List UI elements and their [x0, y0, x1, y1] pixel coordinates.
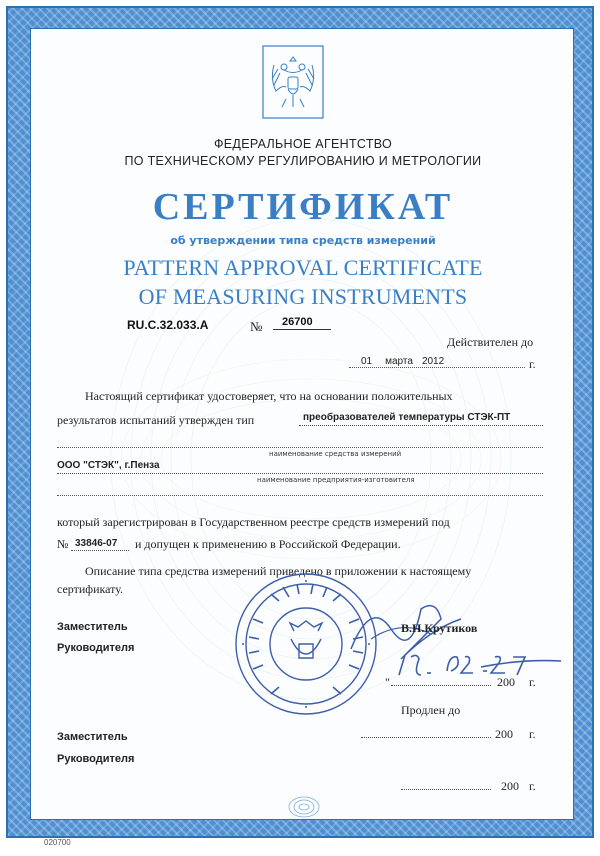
validity-label: Действителен до: [447, 335, 534, 349]
paragraph2-line2: и допущен к применению в Российской Федерации.: [135, 537, 401, 551]
paragraph3-line2: сертификату.: [57, 582, 124, 596]
signatory1-name: В.Н.Крутиков: [401, 621, 478, 635]
second-date-year: 200: [501, 779, 519, 793]
paragraph2-line1: который зарегистрирован в Государственном реестре средств измерений под: [57, 515, 450, 529]
signatory2-title-line1: Заместитель: [57, 731, 128, 743]
instrument-line-2: [57, 447, 543, 448]
handwritten-date: [391, 645, 571, 685]
caption-instrument: наименование средства измерений: [269, 450, 402, 458]
register-number-sign: №: [57, 537, 69, 551]
english-title-line2: OF MEASURING INSTRUMENTS: [138, 284, 468, 309]
paragraph1-line1: Настоящий сертификат удостоверяет, что на основании положительных: [85, 389, 453, 403]
validity-date: [361, 353, 444, 368]
certificate-subtitle: об утверждении типа средств измерений: [170, 234, 436, 247]
certificate-title: СЕРТИФИКАТ: [152, 186, 454, 228]
manufacturer-line: [57, 473, 543, 474]
signatory2-title-line2: Руководителя: [57, 753, 135, 765]
certificate-number: 26700: [282, 316, 313, 328]
first-date-prefix: ": [385, 675, 390, 689]
bottom-rosette: [287, 795, 321, 819]
second-date-suffix: г.: [529, 779, 536, 793]
first-date-suffix: г.: [529, 675, 536, 689]
number-sign: №: [250, 319, 263, 334]
coat-of-arms-icon: [262, 45, 324, 119]
english-title-line1: PATTERN APPROVAL CERTIFICATE: [123, 255, 483, 280]
paragraph1-line2: результатов испытаний утвержден тип: [57, 413, 255, 427]
extended-label: Продлен до: [401, 703, 461, 717]
first-date-line: [391, 685, 491, 686]
serial-number: 020700: [44, 838, 71, 847]
manufacturer-line-2: [57, 495, 543, 496]
instrument-type: преобразователей температуры СТЭК-ПТ: [303, 412, 511, 423]
extended-date-year: 200: [495, 727, 513, 741]
validity-month: марта: [385, 356, 413, 367]
extended-date-line: [361, 737, 491, 738]
certificate-number-underline: [273, 329, 331, 330]
instrument-type-line: [299, 425, 543, 426]
registration-code: RU.C.32.033.A: [127, 318, 209, 332]
signatory1-title-line1: Заместитель: [57, 621, 128, 633]
validity-date-line: [349, 367, 525, 368]
paragraph3-line1: Описание типа средства измерений приведено в приложении к настоящему: [85, 564, 472, 578]
second-date-line: [401, 789, 491, 790]
validity-year-suffix: г.: [529, 357, 536, 371]
caption-manufacturer: наименование предприятия-изготовителя: [257, 476, 415, 484]
register-number: 33846-07: [75, 538, 118, 549]
register-number-line: [71, 550, 129, 551]
manufacturer: ООО "СТЭК", г.Пенза: [57, 460, 160, 471]
signatory1-title-line2: Руководителя: [57, 642, 135, 654]
agency-name-line2: ПО ТЕХНИЧЕСКОМУ РЕГУЛИРОВАНИЮ И МЕТРОЛОГИИ: [124, 154, 482, 168]
first-date-year: 200: [497, 675, 515, 689]
certificate-body: [30, 28, 574, 820]
validity-year: 2012: [421, 356, 445, 367]
validity-day: 01: [361, 356, 373, 367]
agency-name-line1: ФЕДЕРАЛЬНОЕ АГЕНТСТВО: [213, 137, 393, 151]
extended-date-suffix: г.: [529, 727, 536, 741]
